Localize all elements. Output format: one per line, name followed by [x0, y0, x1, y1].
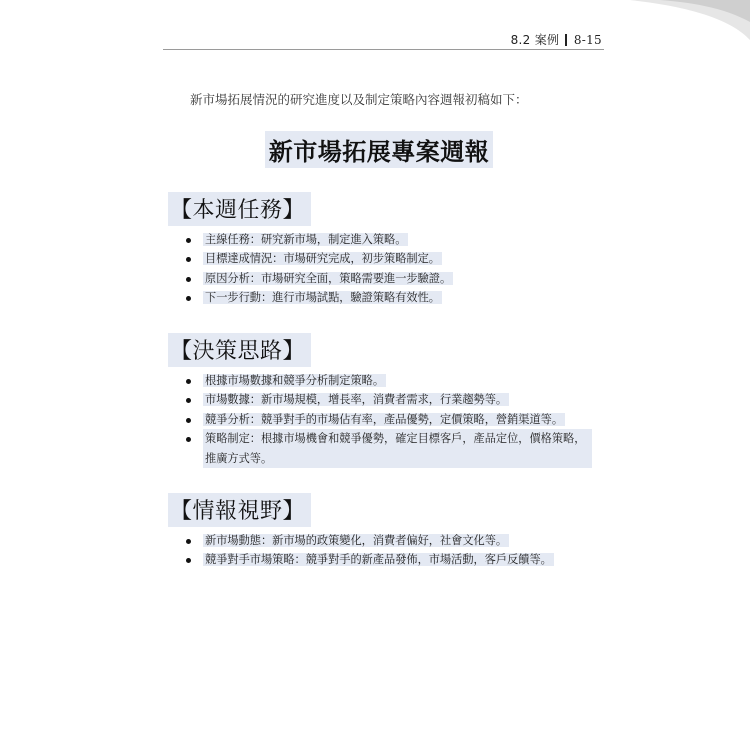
decision-thinking-list [186, 371, 592, 468]
weekly-tasks-list [186, 230, 453, 308]
list-item: 下一步行動：進行市場試點，驗證策略有效性。 [186, 288, 453, 307]
list-item: 主線任務：研究新市場，制定進入策略。 [186, 230, 453, 249]
list-item: 競爭分析：競爭對手的市場佔有率，產品優勢，定價策略，營銷渠道等。 [186, 410, 592, 429]
bullet-dot-icon [186, 437, 191, 442]
list-item: 策略制定：根據市場機會和競爭優勢，確定目標客戶，產品定位，價格策略，推廣方式等。 [186, 429, 592, 468]
list-item: 新市場動態：新市場的政策變化，消費者偏好，社會文化等。 [186, 531, 554, 550]
report-title-text: 新市場拓展專案週報 [265, 131, 494, 168]
bullet-dot-icon [186, 558, 191, 563]
header-page-number: 8-15 [573, 33, 602, 47]
section-heading-intelligence-view: 【情報視野】 [168, 493, 311, 527]
report-title [0, 131, 750, 168]
list-item: 市場數據：新市場規模，增長率，消費者需求，行業趨勢等。 [186, 390, 592, 409]
list-item: 根據市場數據和競爭分析制定策略。 [186, 371, 592, 390]
section-heading-weekly-tasks: 【本週任務】 [168, 192, 311, 226]
section-heading-decision-thinking: 【決策思路】 [168, 333, 311, 367]
intelligence-view-list [186, 531, 554, 570]
corner-swoosh-decoration [590, 0, 750, 42]
bullet-dot-icon [186, 277, 191, 282]
header-separator [565, 34, 567, 46]
intro-text: 新市場拓展情況的研究進度以及制定策略內容週報初稿如下： [190, 92, 528, 107]
header-section-label: 8.2 案例 [510, 33, 560, 47]
bullet-dot-icon [186, 398, 191, 403]
bullet-dot-icon [186, 257, 191, 262]
bullet-dot-icon [186, 296, 191, 301]
bullet-dot-icon [186, 418, 191, 423]
list-item: 原因分析：市場研究全面，策略需要進一步驗證。 [186, 269, 453, 288]
running-header [511, 31, 602, 48]
bullet-dot-icon [186, 539, 191, 544]
header-rule [163, 49, 604, 50]
list-item: 競爭對手市場策略：競爭對手的新產品發佈，市場活動，客戶反饋等。 [186, 550, 554, 569]
bullet-dot-icon [186, 238, 191, 243]
bullet-dot-icon [186, 379, 191, 384]
list-item: 目標達成情況：市場研究完成，初步策略制定。 [186, 249, 453, 268]
